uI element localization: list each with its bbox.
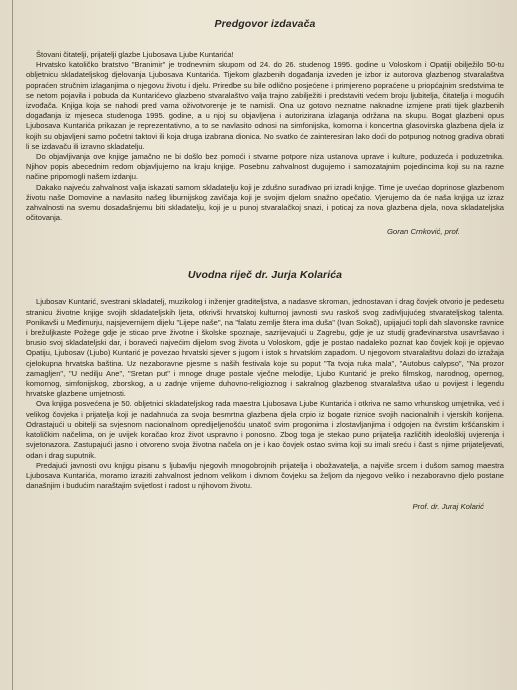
foreword-signature: Goran Crnković, prof. bbox=[386, 227, 460, 237]
foreword-paragraph: Dakako najveću zahvalnost valja iskazati samom skladatelju koji je zdušno surađivao pri izradi knjige. Time je uvećao doprinose glazbenom životu naše Domovine a navlasito našeg liburnijskog zavičaja koji je svojim djelom snažno opečatio. Vjerujemo da će naša knjiga uz izraz zahvalnosti na svemu dosadašnjemu biti skladatelju, koji je u punoj stvaralačkoj snazi, i poticaj za nova glazbena djela, nova skladateljska očitovanja. bbox=[26, 182, 504, 223]
page-border-line bbox=[12, 0, 13, 690]
introduction-body bbox=[26, 297, 504, 491]
foreword-paragraph: Štovani čitatelji, prijatelji glazbe Ljubosava Ljube Kuntarića! bbox=[36, 50, 234, 59]
introduction-paragraph: Ljubosav Kuntarić, svestrani skladatelj, muzikolog i inženjer graditeljstva, a nadasve skroman, jednostavan i drag čovjek otvorio je pedesetu stranicu životne knjige svojih skladateljskih ljeta, otkrivši hrvatskoj kulturnoj javnosti svu raskoš svog zadivljujućeg stvarateljskog talenta. Ponikavši u Međimurju, najsjevernijem dijelu "Lijepe naše", na "falatu zemlje štera ima duša" (Ivan Sokač), upijajući topli dah slavonske ravnice i brežuljkaste Požege gdje je sticao prve životne i školske spoznaje, sazrijevajući u Zagrebu, gdje je uz studij građevinarstva usavršavao i brusio svoj skladateljski dar, i boraveći najvećim dijelom svog života u Voloskom, gdje je postao nadaleko poznat kao čovjek koji je opjevao Opatiju, Ljubosav (Ljubo) Kuntarić je povezao hrvatski sjever s jugom i istok s hrvatskim zapadom. U njegovom stvaralaštvu dolazi do izražaja cjelokupna hrvatska baština. Uz nezaboravne pjesme s naših festivala koje su poput "Ta tvoja ruka mala", "Autobus calypso", "Na prozor zamagljen", "U nedilju Ane", "Sretan put" i mnoge druge postale vječne melodije, Ljubo Kuntarić je preko filmskog, narodnog, opernog, komornog, simfonijskog, zborskog, a u zadnje vrijeme duhovno-religioznog i sakralnog glazbenog stvaralaštva ušao u povijest i legendu hrvatske glazbene umjetnosti. bbox=[26, 297, 504, 399]
foreword-paragraph: Do objavljivanja ove knjige jamačno ne bi došlo bez pomoći i stvarne potpore niza ustanova uprave i kulture, poduzeća i poduzetnika. Njihov popis abecednim redom objavljujemo na kraju knjige. Posebnu zahvalnost dugujemo i samozatajnim pojedincima koji su na razne načine pripomogli našem izdanju. bbox=[26, 152, 504, 182]
foreword-body bbox=[26, 50, 504, 223]
foreword-title: Predgovor izdavača bbox=[214, 18, 316, 30]
introduction-paragraph: Predajući javnosti ovu knjigu pisanu s ljubavlju njegovih mnogobrojnih prijatelja i obožavatelja, a najviše srcem i dušom samog maestra Ljubosava Kuntarića, moramo izraziti zahvalnost jednom velikom i divnom čovjeku sa željom da njegovo veliko i nezaboravno djelo postane današnjim i budućim naraštajim svijetlost i radost u njihovom životu. bbox=[26, 460, 504, 491]
introduction-paragraph: Ova knjiga posvećena je 50. obljetnici skladateljskog rada maestra Ljubosava Ljube Kuntarića i otkriva ne samo vrhunskog umjetnika, već i velikog čovjeka i prijatelja koji je nadahnuća za svoja besmrtna glazbena djela crpio iz bogate riznice svojih nacionalnih i vjerskih korijena. Odrastajući u obitelji sa svjesnom nacionalnom opredijeljenošću unatoč svim progonima i zlostavljanjima i odgojen na čvrstim kršćanskim i katoličkim načelima, on je uvijek koračao kroz život uspravno i ponosno. Zbog toga je stekao puno prijatelja različitih ideološkij uvjerenja i svjetonazora. Zastupajući jasno i otvoreno svoja životna načela on je i kao čovjek ostao svima koji su imali sreću i čast s njime prijateljevati, odan i drag suputnik. bbox=[26, 399, 504, 460]
introduction-title: Uvodna riječ dr. Jurja Kolarića bbox=[187, 269, 343, 282]
foreword-paragraph: Hrvatsko katoličko bratstvo "Branimir" je trodnevnim skupom od 24. do 26. studenog 1995. godine u Voloskom i Opatiji obilježilo 50-tu obljetnicu skladateljskog djelovanja Ljubosava Kuntarića. Tijekom glazbenih događanja izveden je izbor iz autorova glazbenog stvaralaštva popraćen stručnim izlaganjima o njegovu životu i djelu. Priredbe su bile odlično posjećene i primjereno popraćene u priopćajnim sredstvima te se netom pojavila i pobuda da Kuntarićevo glazbeno stvaralaštvo valja trajno zabilježiti i predstaviti većem broju ljubitelja, čitatelja i mogućih izvođača. Knjiga koja se nahodi pred vama oživotvorenje je te namisli. Ona uz gotovo neznatne naknadne izmjene prati tijek glazbenih događanja iz mjeseca studenoga 1995. godine, a u njoj su objavljena i autorizirana izlaganja održana na skupu. Bogat glazbeni opus Ljubosava Kuntarića prikazan je reprezentativno, a to se navlasito odnosi na simfonijska, komorna i koncertna glasovirska glazbena djela iz kojih su objavljeni samo početni taktovi ili koja druga izabrana dionica. No svatko će zainteresiran lako doći do potpunog notnog gradiva obrati li se izdavaču ili izravno skladatelju. bbox=[26, 60, 504, 151]
introduction-signature: Prof. dr. Juraj Kolarić bbox=[412, 502, 484, 512]
page-content bbox=[26, 10, 504, 511]
